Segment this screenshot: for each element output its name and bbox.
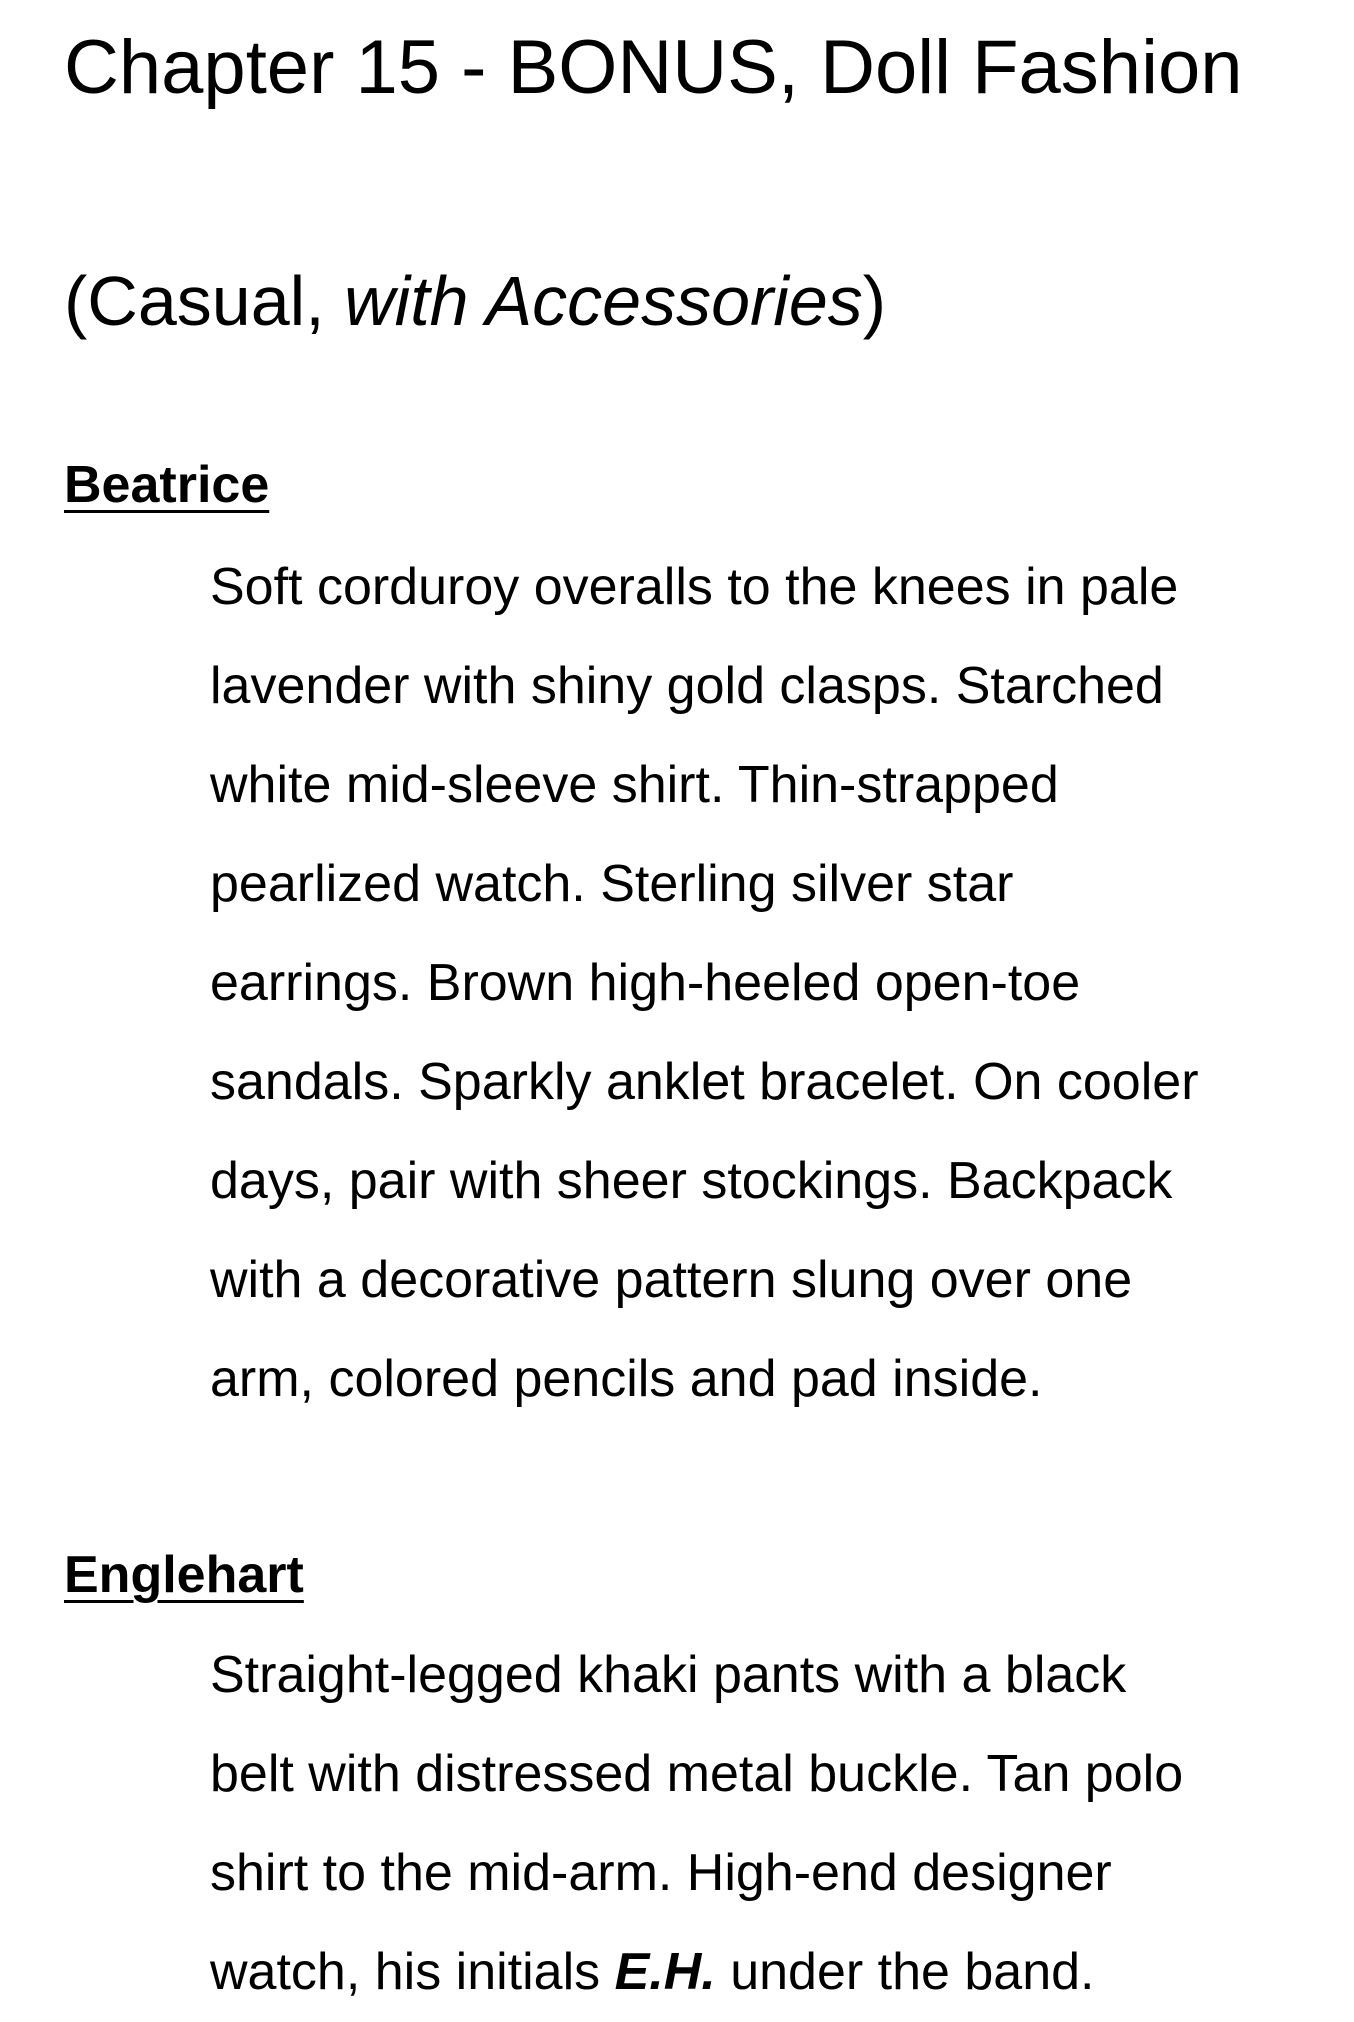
subtitle-open: (Casual,: [64, 262, 345, 340]
body-line: shirt to the mid-arm. High-end designer: [210, 1844, 1112, 1902]
body-line: belt with distressed metal buckle. Tan polo: [210, 1745, 1184, 1803]
subtitle-italic: with Accessories: [344, 262, 863, 340]
subtitle-close: ): [862, 262, 887, 340]
last-line-after: under the band.: [715, 1943, 1095, 2001]
body-line: lavender with shiny gold clasps. Starched: [210, 657, 1164, 715]
body-line: pearlized watch. Sterling silver star: [210, 855, 1014, 913]
body-line: earrings. Brown high-heeled open-toe: [210, 954, 1081, 1012]
body-line: Straight-legged khaki pants with a black: [210, 1646, 1127, 1704]
initials-emphasis: E.H.: [614, 1943, 716, 2001]
body-line: with a decorative pattern slung over one: [210, 1251, 1133, 1309]
body-line: sandals. Sparkly anklet bracelet. On cooler: [210, 1053, 1199, 1111]
last-line-before: watch, his initials: [210, 1943, 615, 2001]
body-line: days, pair with sheer stockings. Backpack: [210, 1152, 1173, 1210]
chapter-title: Chapter 15 - BONUS, Doll Fashion: [64, 25, 1243, 110]
body-line: Soft corduroy overalls to the knees in pale: [210, 558, 1179, 616]
body-line: arm, colored pencils and pad inside.: [210, 1350, 1043, 1408]
section-heading-englehart: Englehart: [64, 1546, 304, 1604]
chapter-subtitle: [64, 256, 886, 346]
section-heading-beatrice: Beatrice: [64, 456, 270, 514]
body-line-last: [210, 1923, 1330, 2022]
section-body-beatrice: [210, 538, 1330, 1429]
section-body-englehart: [210, 1626, 1330, 2022]
body-line: white mid-sleeve shirt. Thin-strapped: [210, 756, 1059, 814]
